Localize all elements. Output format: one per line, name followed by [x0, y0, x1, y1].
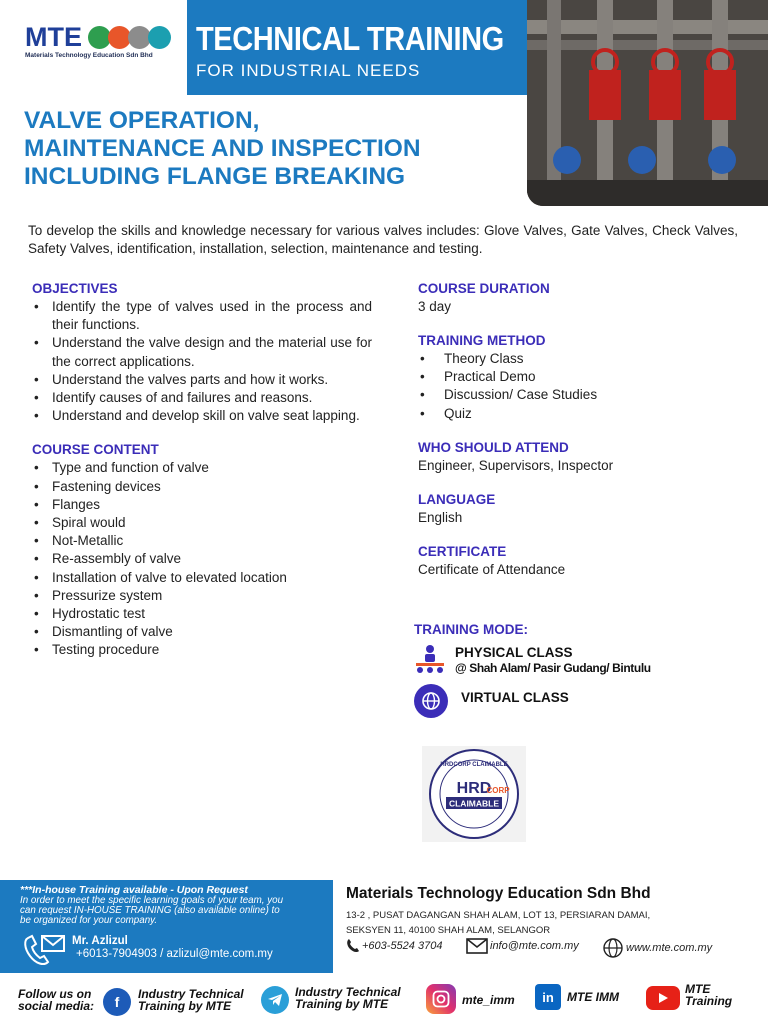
linkedin-icon[interactable]: in	[535, 984, 561, 1010]
duration-value: 3 day	[418, 299, 452, 314]
right-column	[418, 281, 738, 596]
website-link[interactable]: www.mte.com.my	[602, 938, 712, 958]
badge-brand-corp: CORP	[486, 786, 510, 795]
valves-illustration	[527, 0, 768, 206]
objectives-heading: OBJECTIVES	[32, 281, 118, 296]
envelope-icon	[466, 938, 488, 954]
course-intro: To develop the skills and knowledge necessary for various valves includes: Glove Valves, Gate Valves, Check Valves, Safety Valves, identification, installation, selection, maintenance and testing.	[28, 223, 738, 256]
list-item: • Understand the valves parts and how it works.	[32, 371, 372, 389]
brand-dots	[88, 26, 168, 49]
instagram-label[interactable]: mte_imm	[462, 993, 515, 1007]
badge-brand-hrd: HRD	[456, 780, 492, 797]
youtube-label[interactable]: MTE Training	[685, 982, 733, 1008]
method-section	[418, 333, 738, 423]
list-item: • Flanges	[32, 496, 372, 514]
social-media-bar	[0, 982, 768, 1022]
brand-subtitle: Materials Technology Education Sdn Bhd	[25, 52, 153, 59]
valves-photo	[527, 0, 768, 206]
attend-value: Engineer, Supervisors, Inspector	[418, 457, 614, 473]
certificate-heading: CERTIFICATE	[418, 543, 507, 559]
instagram-icon[interactable]	[426, 984, 456, 1014]
training-mode-heading: TRAINING MODE:	[414, 622, 528, 637]
inhouse-title: ***In-house Training available - Upon Request	[20, 884, 248, 896]
hrdcorp-claimable-badge	[422, 746, 526, 842]
contact-phone[interactable]: +6013-7904903 / azlizul@mte.com.my	[76, 948, 273, 960]
language-value: English	[418, 509, 463, 525]
office-email[interactable]: info@mte.com.my	[466, 938, 579, 954]
attend-heading: WHO SHOULD ATTEND	[418, 439, 569, 455]
facebook-icon[interactable]: f	[103, 988, 131, 1016]
youtube-icon[interactable]	[646, 986, 680, 1010]
certificate-section	[418, 544, 738, 579]
list-item: • Theory Class	[418, 350, 738, 368]
course-content-list	[32, 459, 372, 659]
list-item: • Pressurize system	[32, 587, 372, 605]
list-item: • Understand the valve design and the material use for the correct applications.	[32, 334, 372, 370]
objectives-list	[32, 298, 372, 425]
method-list	[418, 350, 738, 423]
list-item: • Dismantling of valve	[32, 623, 372, 641]
telegram-label[interactable]: Industry Technical Training by MTE	[295, 985, 401, 1011]
list-item: • Type and function of valve	[32, 459, 372, 477]
language-section	[418, 492, 738, 527]
list-item: • Identify the type of valves used in the process and their functions.	[32, 298, 372, 334]
virtual-class-label: VIRTUAL CLASS	[461, 690, 569, 705]
badge-top-text: HRDCORP CLAIMABLE	[440, 762, 508, 768]
list-item: • Understand and develop skill on valve seat lapping.	[32, 407, 372, 425]
company-address: 13-2 , PUSAT DAGANGAN SHAH ALAM, LOT 13, PERSIARAN DAMAI, SEKSYEN 11, 40100 SHAH ALAM, SELANGOR	[346, 910, 651, 936]
contact-name: Mr. Azlizul	[72, 935, 128, 947]
list-item: • Testing procedure	[32, 641, 372, 659]
list-item: • Spiral would	[32, 514, 372, 532]
left-column	[32, 281, 372, 674]
telegram-icon[interactable]	[261, 986, 289, 1014]
header-title: TECHNICAL TRAINING	[196, 20, 504, 57]
brand-logo: MTE	[25, 22, 82, 52]
list-item: • Installation of valve to elevated location	[32, 569, 372, 587]
list-item: • Not-Metallic	[32, 532, 372, 550]
phone-icon	[346, 938, 360, 954]
list-item: • Re-assembly of valve	[32, 550, 372, 568]
classroom-icon	[413, 643, 447, 677]
list-item: • Discussion/ Case Studies	[418, 386, 738, 404]
attend-section	[418, 440, 738, 475]
office-phone[interactable]: +603-5524 3704	[346, 938, 442, 954]
physical-class-label: PHYSICAL CLASS	[455, 645, 573, 660]
social-label: Follow us on social media:	[18, 987, 95, 1013]
method-heading: TRAINING METHOD	[418, 333, 546, 348]
certificate-value: Certificate of Attendance	[418, 561, 566, 577]
objectives-section	[32, 281, 372, 425]
physical-class-location: @ Shah Alam/ Pasir Gudang/ Bintulu	[455, 661, 651, 675]
facebook-label[interactable]: Industry Technical Training by MTE	[138, 987, 244, 1013]
list-item: • Identify causes of and failures and reasons.	[32, 389, 372, 407]
course-title: VALVE OPERATION, MAINTENANCE AND INSPECTION INCLUDING FLANGE BREAKING	[24, 107, 421, 190]
list-item: • Practical Demo	[418, 368, 738, 386]
header-subtitle: FOR INDUSTRIAL NEEDS	[196, 61, 421, 80]
company-name: Materials Technology Education Sdn Bhd	[346, 885, 651, 902]
course-content-heading: COURSE CONTENT	[32, 442, 159, 458]
course-content-section	[32, 442, 372, 659]
list-item: • Fastening devices	[32, 478, 372, 496]
badge-claimable: CLAIMABLE	[448, 798, 500, 809]
duration-section	[418, 281, 738, 316]
list-item: • Hydrostatic test	[32, 605, 372, 623]
globe-web-icon	[602, 938, 624, 958]
duration-heading: COURSE DURATION	[418, 281, 550, 296]
list-item: • Quiz	[418, 405, 738, 423]
linkedin-label[interactable]: MTE IMM	[567, 990, 619, 1004]
brand-logo-area	[0, 0, 187, 95]
logo-dot	[148, 26, 171, 49]
globe-icon	[414, 684, 448, 718]
language-heading: LANGUAGE	[418, 491, 496, 507]
inhouse-body: In order to meet the specific learning goals of your team, you can request IN-HOUSE TRAINING (also available online) to be organized for your company.	[20, 895, 284, 926]
contact-icon	[22, 932, 66, 968]
